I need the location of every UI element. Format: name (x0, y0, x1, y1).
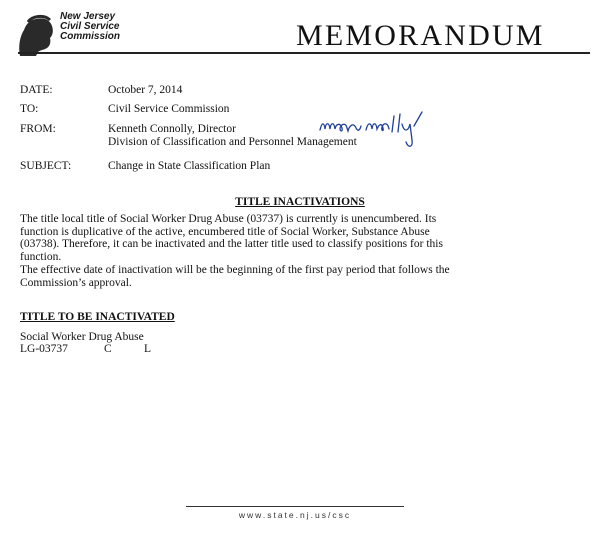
to-label: TO: (20, 103, 39, 115)
date-value: October 7, 2014 (108, 84, 183, 96)
para1-line: The title local title of Social Worker Drug Abuse (03737) is currently is unencumbered. Its (20, 213, 437, 225)
footer-divider (186, 506, 404, 507)
body-paragraph-1 (20, 213, 576, 263)
subject-label: SUBJECT: (20, 160, 72, 172)
footer-url: www.state.nj.us/csc (238, 510, 352, 520)
date-label: DATE: (20, 84, 53, 96)
subject-value: Change in State Classification Plan (108, 160, 271, 172)
to-value: Civil Service Commission (108, 103, 230, 115)
title-col-l: L (144, 343, 152, 355)
title-inactivations-heading: TITLE INACTIVATIONS (235, 196, 365, 208)
para2-line: The effective date of inactivation will be the beginning of the first pay period that follows the (20, 264, 450, 276)
para1-line: function. (20, 250, 62, 263)
org-line-1: New Jersey (60, 11, 116, 22)
from-name: Kenneth Connolly, Director (108, 123, 236, 135)
title-code: LG-03737 (20, 343, 68, 355)
title-col-c: C (104, 343, 112, 355)
memo-title: MEMORANDUM (296, 19, 545, 52)
org-line-3: Commission (60, 31, 121, 42)
signature-icon (316, 110, 428, 150)
title-to-be-inactivated-heading: TITLE TO BE INACTIVATED (20, 311, 175, 323)
para1-line: (03738). Therefore, it can be inactivated and the latter title used to classify positions for this (20, 238, 443, 250)
org-name (60, 12, 170, 42)
header-divider (18, 52, 590, 54)
title-name: Social Worker Drug Abuse (20, 331, 144, 343)
from-division: Division of Classification and Personnel Management (108, 136, 357, 148)
para2-line: Commission’s approval. (20, 276, 132, 289)
para1-line: function is duplicative of the active, encumbered title of Social Worker, Substance Abuse (20, 225, 430, 238)
body-paragraph-2 (20, 264, 576, 289)
org-line-2: Civil Service (60, 21, 120, 32)
from-label: FROM: (20, 123, 56, 135)
